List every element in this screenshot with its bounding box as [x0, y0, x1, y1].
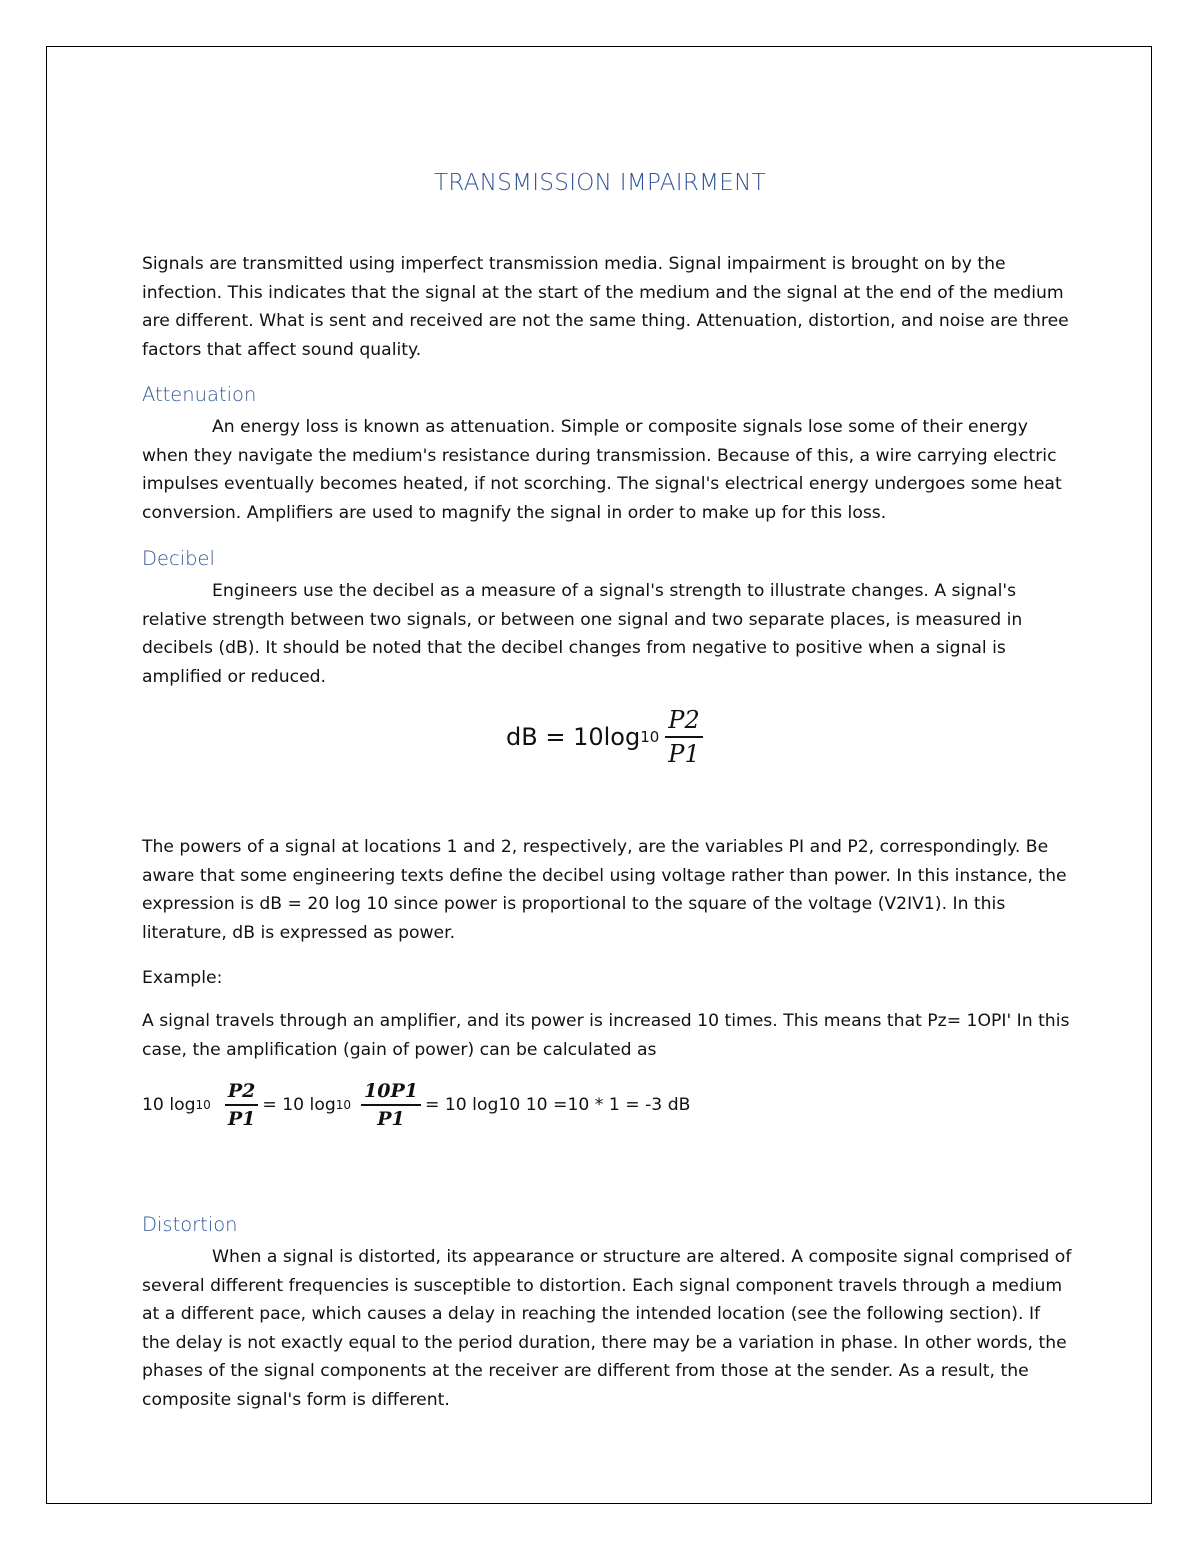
formula-log-base: 10: [640, 728, 660, 746]
attenuation-paragraph: An energy loss is known as attenuation. Simple or composite signals lose some of their energy when they navigate the medium's resistance during transmission. Because of this, a wire carrying electric impulses eventually becomes heated, if not scorching. The signal's electrical energy undergoes some heat conversion. Amplifiers are used to magnify the signal in order to make up for this loss.: [142, 417, 1062, 523]
fraction-bar: [361, 1104, 421, 1106]
formula-denominator: P1: [668, 740, 700, 768]
decibel-explanation: The powers of a signal at locations 1 and 2, respectively, are the variables PI and P2, correspondingly. Be aware that some engineering texts define the decibel using voltage rather than power. In this instance, the expression is dB = 20 log 10 since power is proportional to the square of the voltage (V2IV1). In this literature, dB is expressed as power.: [142, 837, 1067, 943]
heading-attenuation: Attenuation: [142, 383, 257, 406]
distortion-paragraph: When a signal is distorted, its appearance or structure are altered. A composite signal comprised of several different frequencies is susceptible to distortion. Each signal component travels through a medium at a different pace, which causes a delay in reaching the intended location (see the following section). If the delay is not exactly equal to the period duration, there may be a variation in phase. In other words, the phases of the signal components at the receiver are different from those at the sender. As a result, the composite signal's form is different.: [142, 1247, 1072, 1410]
fraction-bar: [225, 1104, 259, 1106]
heading-decibel: Decibel: [142, 547, 215, 570]
example-part3: = 10 log10 10 =10 * 1 = -3 dB: [424, 1095, 691, 1115]
example-part1: 10 log: [142, 1095, 196, 1115]
decibel-paragraph: Engineers use the decibel as a measure of a signal's strength to illustrate changes. A signal's relative strength between two signals, or between one signal and two separate places, is measured in decibels (dB). It should be noted that the decibel changes from negative to positive when a signal is amplified or reduced.: [142, 581, 1023, 687]
example-base1: 10: [195, 1098, 211, 1112]
example-formula: [142, 1080, 690, 1130]
formula-fraction: [665, 706, 702, 768]
page-title: TRANSMISSION IMPAIRMENT: [434, 170, 766, 196]
example-fraction-2: [361, 1080, 421, 1130]
formula-lhs: dB = 10log: [506, 723, 641, 751]
fraction-bar: [665, 736, 702, 738]
formula-numerator: P2: [668, 706, 700, 734]
example-frac2-denominator: P1: [377, 1108, 405, 1130]
example-part2: = 10 log: [262, 1095, 336, 1115]
intro-paragraph: Signals are transmitted using imperfect transmission media. Signal impairment is brought on by the infection. This indicates that the signal at the start of the medium and the signal at the end of the medium are different. What is sent and received are not the same thing. Attenuation, distortion, and noise are three factors that affect sound quality.: [142, 254, 1069, 360]
heading-distortion: Distortion: [142, 1213, 238, 1236]
decibel-formula: [506, 706, 703, 768]
example-base2: 10: [335, 1098, 352, 1112]
example-label: Example:: [142, 968, 223, 988]
example-frac2-numerator: 10P1: [364, 1080, 418, 1102]
example-frac1-numerator: P2: [227, 1080, 256, 1102]
example-paragraph: A signal travels through an amplifier, and its power is increased 10 times. This means that Pz= 1OPI' In this case, the amplification (gain of power) can be calculated as: [142, 1011, 1070, 1060]
example-frac1-denominator: P1: [227, 1108, 256, 1130]
example-fraction-1: [225, 1080, 259, 1130]
